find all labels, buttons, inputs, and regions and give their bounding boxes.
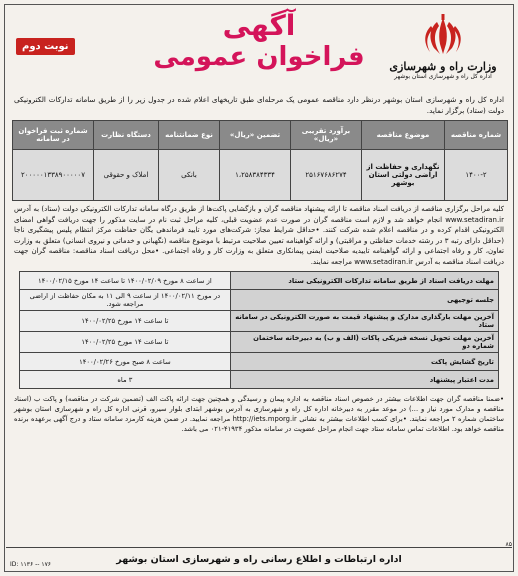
- schedule-label: آخرین مهلت بارگذاری مدارک و پیشنهاد قیمت به صورت الکترونیکی در سامانه ستاد: [230, 311, 498, 332]
- tender-supervisor: املاک و حقوقی: [94, 150, 159, 201]
- page-number: ۸۵: [505, 541, 512, 548]
- schedule-value: ساعت ۸ صبح مورخ ۱۴۰۰/۰۲/۲۶: [20, 353, 231, 371]
- ministry-name: وزارت راه و شهرسازی: [389, 60, 497, 73]
- tender-subject: نگهداری و حفاظت از اراضی دولتی استان بوشهر: [362, 150, 445, 201]
- col-registration-number: شماره ثبت فراخوان در سامانه: [13, 121, 94, 150]
- intro-paragraph: اداره کل راه و شهرسازی استان بوشهر درنظر دارد مناقصه عمومی یک مرحله‌ای طبق تاریخهای اعلام شده در جدول زیر را از طریق سامانه تدارکات الکترونیکی دولت (ستاد) برگزار نماید.: [14, 95, 504, 115]
- conditions-paragraph: کلیه مراحل برگزاری مناقصه از دریافت اسناد مناقصه تا ارائه پیشنهاد مناقصه گران و بازگشایی پاکت‌ها از طریق درگاه سامانه تدارکات الکترونیکی دولت (ستاد) به آدرس www.setadiran.ir انجام خواهد شد و لازم است مناقصه گران در صورت عدم عضویت قبلی، کلیه مراحل ثبت نام در سایت مذکور را جهت دریافت گواهی امضای الکترونیکی اقدام کرده و در مناقصه اعلام شده شرکت کنند. •حداقل شرایط مجاز: شرکت‌های مورد تایید فرماندهی یگان حفاظت مرکز انتظام پلیس پیشگیری ناجا (حداقل دارای رتبه ۳ در رشته خدمات حفاظتی و مراقبتی) و ارائه گواهینامه تعیین صلاحیت مرتبط با موضوع مناقصه (نگهبانی و خدماتی و نیروی انسانی) متعلق به وزارت تعاون، کار و رفاه اجتماعی و ارائه گواهینامه تاییدیه صلاحیت ایمنی پیمانکاری متعلق به وزارت کار و رفاه اجتماعی. •محل دریافت اسناد مناقصه: مناقصه گران جهت دریافت اسناد مناقصه به آدرس www.setadiran.ir مراجعه نمایند.: [14, 205, 504, 266]
- schedule-value: تا ساعت ۱۴ مورخ ۱۴۰۰/۰۲/۲۵: [20, 311, 231, 332]
- col-estimate: برآورد تقریبی «ریال»: [291, 121, 362, 150]
- header: [6, 4, 512, 94]
- tender-estimate: ۲۵۱۶۷۶۸۶۲۷۴: [291, 150, 362, 201]
- schedule-label: تاریخ گشایش پاکت: [230, 353, 498, 371]
- col-supervisor: دستگاه نظارت: [94, 121, 159, 150]
- page-subtitle: فراخوان عمومی: [153, 42, 365, 72]
- tender-number: ۱۴۰۰-۲: [445, 150, 508, 201]
- tender-registration-number: ۲۰۰۰۰۰۱۳۳۸۹۰۰۰۰۰۷: [13, 150, 94, 201]
- edition-badge: نوبت دوم: [16, 38, 75, 55]
- schedule-value: در مورخ ۱۴۰۰/۰۲/۱۱ از ساعت ۹ الی ۱۱ به مکان حفاظت از اراضی مراجعه شود.: [20, 290, 231, 311]
- schedule-value: تا ساعت ۱۴ مورخ ۱۴۰۰/۰۲/۲۵: [20, 332, 231, 353]
- tender-guarantee: ۱،۲۵۸۳۸۴۳۳۴: [220, 150, 291, 201]
- schedule-label: مدت اعتبار پیشنهاد: [230, 371, 498, 389]
- department-name: اداره کل راه و شهرسازی استان بوشهر: [394, 73, 492, 80]
- schedule-value: ۳ ماه: [20, 371, 231, 389]
- col-tender-number: شماره مناقصه: [445, 121, 508, 150]
- page-title: آگهی: [222, 9, 296, 42]
- footer-text: اداره ارتباطات و اطلاع رسانی راه و شهرسازی استان بوشهر: [116, 553, 402, 565]
- schedule-label: مهلت دریافت اسناد از طریق سامانه تدارکات الکترونیکی ستاد: [230, 272, 498, 290]
- tender-guarantee-type: بانکی: [159, 150, 220, 201]
- schedule-label: آخرین مهلت تحویل نسخه فیزیکی پاکات (الف و ب) به دبیرخانه ساختمان شماره دو: [230, 332, 498, 353]
- schedule-label: جلسه توجیهی: [230, 290, 498, 311]
- notes-paragraph: •ضمنا مناقصه گران جهت اطلاعات بیشتر در خصوص اسناد مناقصه به اداره پیمان و رسیدگی و همچنین جهت ارائه پاکت الف (تضمین شرکت در مناقصه) و پاکت ب (اسناد مناقصه و مدارک مورد نیاز و ...) در موعد مقرر به دبیرخانه اداره کل راه و شهرسازی به آدرس بوشهر ابتدای بلوار سیرو، قرنی اداره کل راه و شهرسازی استان بوشهر ساختمان شماره ۲ مراجعه نمایند. •برای کسب اطلاعات بیشتر به نشانی http://iets.mporg.ir مراجعه نمایید. در ضمن هزینه کارمزد سامانه ستاد و درج آگهی برعهده برنده مناقصه خواهد بود. اطلاعات تماس سامانه ستاد جهت انجام مراحل عضویت در سامانه مذکور ۴۱۹۳۴-۰۲۱ می باشد.: [14, 395, 504, 433]
- col-guarantee: تضمین «ریال»: [220, 121, 291, 150]
- footer-code: ID: ۱۱۳۶ -- ۱۷۶: [10, 561, 52, 568]
- col-guarantee-type: نوع ضمانتنامه: [159, 121, 220, 150]
- schedule-value: از ساعت ۸ مورخ ۱۴۰۰/۰۲/۰۹ تا ساعت ۱۴ مورخ ۱۴۰۰/۰۲/۱۵: [20, 272, 231, 290]
- footer: [6, 547, 512, 570]
- title-block: [6, 10, 512, 72]
- col-subject: موضوع مناقصه: [362, 121, 445, 150]
